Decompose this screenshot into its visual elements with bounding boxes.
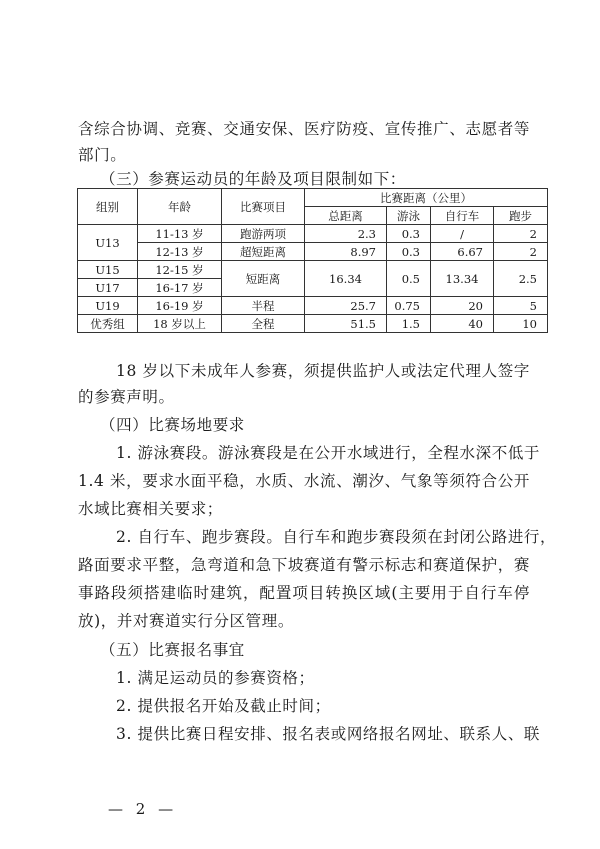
table-cell: U17 bbox=[78, 279, 138, 297]
list-item: 2. 提供报名开始及截止时间； bbox=[116, 697, 331, 715]
table-cell: 11-13 岁 bbox=[138, 225, 222, 243]
table-cell: 20 bbox=[431, 297, 494, 315]
table-cell: 全程 bbox=[222, 315, 305, 333]
table-cell: 0.3 bbox=[387, 225, 431, 243]
table-cell: 1.5 bbox=[387, 315, 431, 333]
table-cell: 2.5 bbox=[494, 261, 548, 297]
table-header-total: 总距离 bbox=[305, 207, 387, 225]
list-item: 1. 满足运动员的参赛资格； bbox=[116, 669, 315, 687]
page-number: — 2 — bbox=[108, 800, 178, 818]
table-cell: 40 bbox=[431, 315, 494, 333]
paragraph-text: 18 岁以下未成年人参赛，须提供监护人或法定代理人签字 bbox=[116, 362, 530, 380]
paragraph-text: 1. 游泳赛段。游泳赛段是在公开水域进行，全程水深不低于 bbox=[116, 444, 541, 462]
table-header-item: 比赛项目 bbox=[222, 189, 305, 225]
table-row bbox=[78, 315, 548, 333]
paragraph-text: 的参赛声明。 bbox=[78, 388, 175, 406]
paragraph-text: 1.4 米，要求水面平稳，水质、水流、潮汐、气象等须符合公开 bbox=[78, 472, 530, 490]
table-cell: 2.3 bbox=[305, 225, 387, 243]
table-cell: 13.34 bbox=[431, 261, 494, 297]
section-heading-3: （三）参赛运动员的年龄及项目限制如下： bbox=[100, 170, 406, 188]
paragraph-text: 2. 自行车、跑步赛段。自行车和跑步赛段须在封闭公路进行， bbox=[116, 528, 557, 546]
table-cell: 16-17 岁 bbox=[138, 279, 222, 297]
table-header-run: 跑步 bbox=[494, 207, 548, 225]
table-cell: 超短距离 bbox=[222, 243, 305, 261]
paragraph-text: 路面要求平整，急弯道和急下坡赛道有警示标志和赛道保护，赛 bbox=[78, 556, 530, 574]
table-cell: 2 bbox=[494, 225, 548, 243]
table-cell: 短距离 bbox=[222, 261, 305, 297]
table-cell: 10 bbox=[494, 315, 548, 333]
table-header-distance: 比赛距离（公里） bbox=[305, 189, 548, 207]
section-heading-4: （四）比赛场地要求 bbox=[100, 416, 245, 434]
table-cell: / bbox=[431, 225, 494, 243]
table-cell: U13 bbox=[78, 225, 138, 261]
table-row bbox=[78, 225, 548, 243]
table-header-age: 年龄 bbox=[138, 189, 222, 225]
table-cell: 51.5 bbox=[305, 315, 387, 333]
table-cell: 2 bbox=[494, 243, 548, 261]
section-heading-5: （五）比赛报名事宜 bbox=[100, 641, 245, 659]
paragraph-text: 事路段须搭建临时建筑，配置项目转换区域(主要用于自行车停 bbox=[78, 584, 530, 602]
table-header-group: 组别 bbox=[78, 189, 138, 225]
table-header-bike: 自行车 bbox=[431, 207, 494, 225]
list-item: 3. 提供比赛日程安排、报名表或网络报名网址、联系人、联 bbox=[116, 725, 541, 743]
table-header-swim: 游泳 bbox=[387, 207, 431, 225]
table-cell: 12-13 岁 bbox=[138, 243, 222, 261]
table-cell: U19 bbox=[78, 297, 138, 315]
paragraph-text: 部门。 bbox=[78, 146, 127, 164]
table-cell: 0.3 bbox=[387, 243, 431, 261]
table-cell: 8.97 bbox=[305, 243, 387, 261]
table-cell: 12-15 岁 bbox=[138, 261, 222, 279]
table-cell: 5 bbox=[494, 297, 548, 315]
table-cell: 16-19 岁 bbox=[138, 297, 222, 315]
paragraph-text: 放)，并对赛道实行分区管理。 bbox=[78, 612, 294, 630]
table-row bbox=[78, 297, 548, 315]
age-limit-table bbox=[77, 188, 548, 333]
table-cell: 优秀组 bbox=[78, 315, 138, 333]
table-cell: 18 岁以上 bbox=[138, 315, 222, 333]
table-cell: 0.5 bbox=[387, 261, 431, 297]
table-cell: U15 bbox=[78, 261, 138, 279]
paragraph-text: 含综合协调、竞赛、交通安保、医疗防疫、宣传推广、志愿者等 bbox=[78, 120, 530, 138]
table-cell: 25.7 bbox=[305, 297, 387, 315]
table-cell: 跑游两项 bbox=[222, 225, 305, 243]
table-row bbox=[78, 261, 548, 279]
paragraph-text: 水域比赛相关要求； bbox=[78, 500, 223, 518]
table-cell: 半程 bbox=[222, 297, 305, 315]
table-cell: 6.67 bbox=[431, 243, 494, 261]
table-row bbox=[78, 243, 548, 261]
table-cell: 16.34 bbox=[305, 261, 387, 297]
table-cell: 0.75 bbox=[387, 297, 431, 315]
